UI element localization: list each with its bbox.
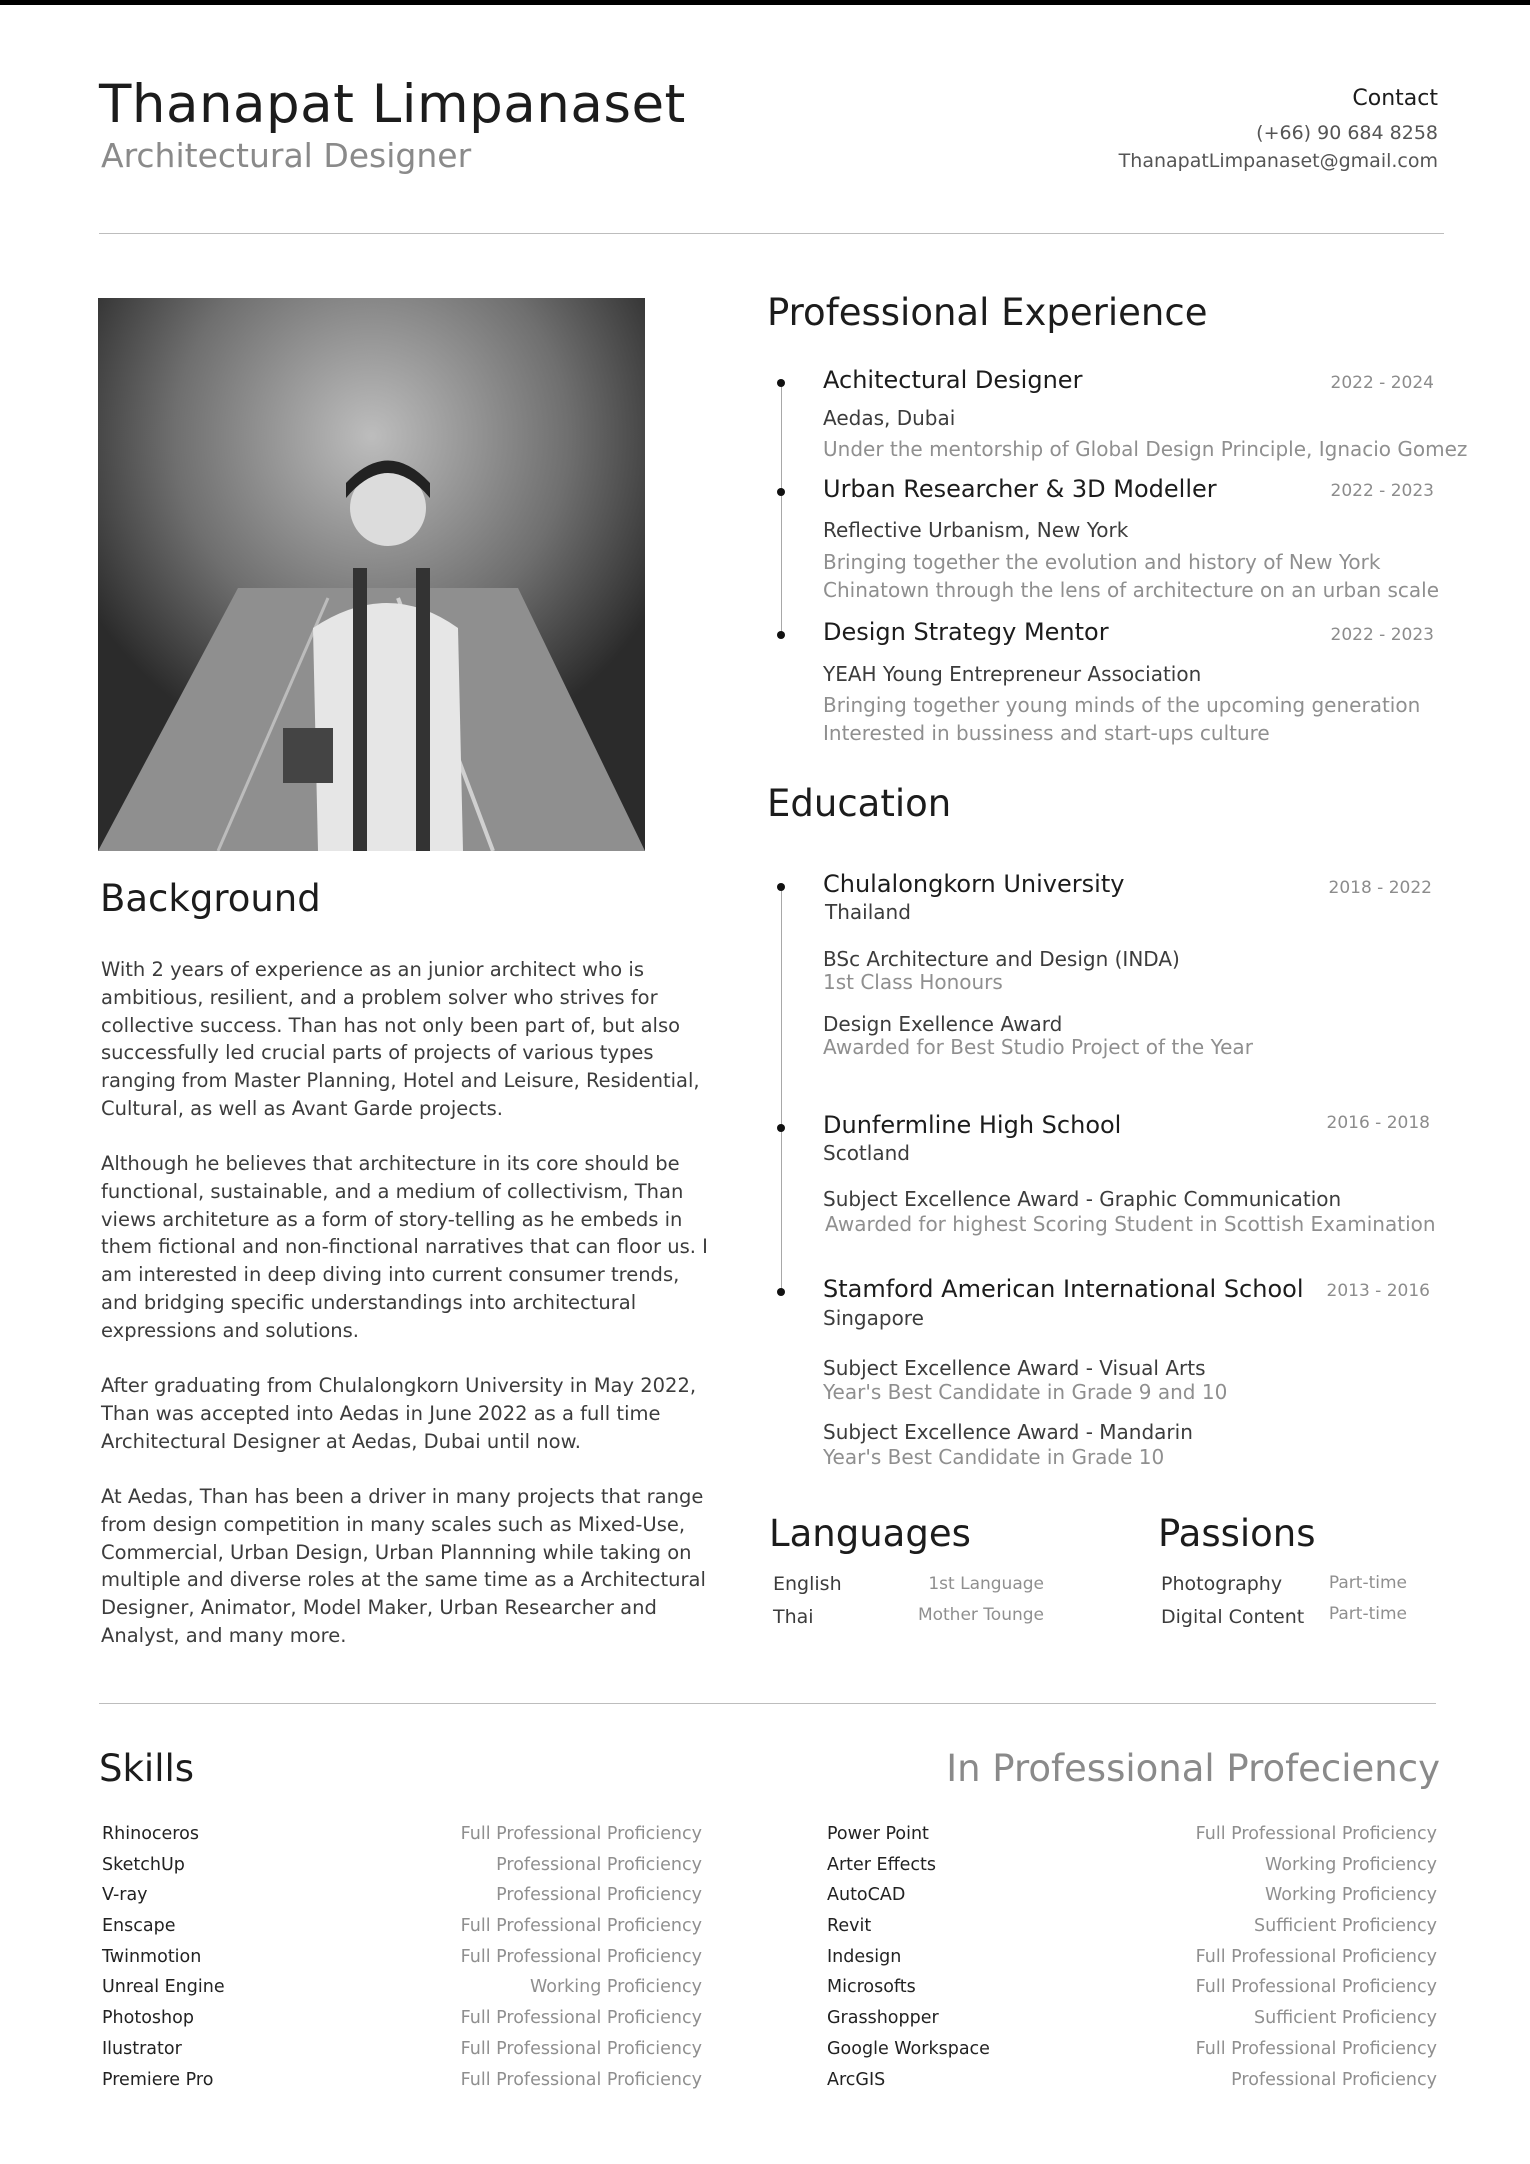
passions-title: Passions <box>1158 1512 1316 1555</box>
skill-name: Enscape <box>102 1916 176 1937</box>
passion-1-level: Part-time <box>1328 1573 1407 1593</box>
background-paragraph-4: At Aedas, Than has been a driver in many projects that range from design competition in many scales such as Mixed-Use, Commercial, Urban Design, Urban Plannning while taking on multiple and diverse roles at the same time as a Architectural Designer, Animator, Model Maker, Urban Researcher and Analyst, and many more. <box>101 1485 706 1647</box>
background-title: Background <box>100 877 321 920</box>
background-paragraph-3: After graduating from Chulalongkorn University in May 2022, Than was accepted into Aedas in June 2022 as a full time Architectural Designer at Aedas, Dubai until now. <box>101 1374 697 1453</box>
profile-photo-illustration <box>98 298 645 851</box>
skill-row <box>827 2070 1437 2101</box>
skill-row <box>827 1885 1437 1916</box>
skill-row <box>102 2070 702 2101</box>
experience-2-desc-1: Bringing together the evolution and history of New York <box>823 550 1381 574</box>
skill-row <box>827 1916 1437 1947</box>
experience-2-title: Urban Researcher & 3D Modeller <box>823 475 1217 503</box>
experience-1-years: 2022 - 2024 <box>1330 373 1434 393</box>
education-3-award-1-title: Subject Excellence Award - Visual Arts <box>823 1356 1206 1380</box>
education-2-years: 2016 - 2018 <box>1326 1113 1430 1133</box>
experience-1-desc-1: Under the mentorship of Global Design Principle, Ignacio Gomez <box>823 437 1468 461</box>
language-1-name: English <box>773 1573 842 1595</box>
skill-name: Grasshopper <box>827 2008 939 2029</box>
skill-name: Indesign <box>827 1946 902 1967</box>
experience-1-title: Achitectural Designer <box>823 366 1083 394</box>
contact-block <box>1119 86 1438 175</box>
education-2-location: Scotland <box>823 1141 910 1165</box>
background-paragraph-1: With 2 years of experience as an junior architect who is ambitious, resilient, and a problem solver who strives for collective success. Than has not only been part of, but also successfully led crucial parts of projects of various types ranging from Master Planning, Hotel and Leisure, Residential, Cultural, as well as Avant Garde projects. <box>101 958 700 1120</box>
experience-3-desc-1: Bringing together young minds of the upcoming generation <box>823 693 1421 717</box>
experience-timeline <box>781 383 782 633</box>
skill-row <box>827 2008 1437 2039</box>
education-1-location: Thailand <box>825 900 911 924</box>
experience-2-org: Reflective Urbanism, New York <box>823 518 1129 542</box>
experience-2-years: 2022 - 2023 <box>1330 481 1434 501</box>
skills-list-right <box>827 1824 1437 2100</box>
top-bar <box>0 0 1530 5</box>
skill-row <box>102 1824 702 1855</box>
education-1-award-1-title: BSc Architecture and Design (INDA) <box>823 947 1180 971</box>
education-1-award-2-desc: Awarded for Best Studio Project of the Year <box>823 1035 1253 1059</box>
education-timeline <box>781 887 782 1293</box>
languages-title: Languages <box>769 1512 971 1555</box>
skill-level: Sufficient Proficiency <box>1254 1916 1437 1937</box>
skill-name: SketchUp <box>102 1854 185 1875</box>
skill-name: ArcGIS <box>827 2069 886 2090</box>
passion-2-name: Digital Content <box>1161 1606 1305 1628</box>
passion-1-name: Photography <box>1161 1573 1283 1595</box>
skill-row <box>827 1824 1437 1855</box>
education-3-award-2-title: Subject Excellence Award - Mandarin <box>823 1420 1193 1444</box>
skill-row <box>102 1947 702 1978</box>
skill-row <box>102 1977 702 2008</box>
skill-name: AutoCAD <box>827 1885 906 1906</box>
education-1-years: 2018 - 2022 <box>1328 878 1432 898</box>
education-bullet <box>777 1124 785 1132</box>
skill-name: Twinmotion <box>102 1946 202 1967</box>
candidate-name: Thanapat Limpanaset <box>99 74 686 135</box>
skill-level: Professional Proficiency <box>496 1885 702 1906</box>
contact-label: Contact <box>1352 86 1438 111</box>
language-2-level: Mother Tounge <box>917 1605 1044 1625</box>
experience-bullet <box>777 488 785 496</box>
education-1-award-1-desc: 1st Class Honours <box>823 970 1003 994</box>
skill-level: Full Professional Proficiency <box>1195 2038 1437 2059</box>
skill-name: Premiere Pro <box>102 2069 214 2090</box>
education-1-award-2-title: Design Exellence Award <box>823 1012 1063 1036</box>
education-title: Education <box>767 782 952 825</box>
skill-level: Full Professional Proficiency <box>460 2008 702 2029</box>
education-3-award-2-desc: Year's Best Candidate in Grade 10 <box>823 1445 1165 1469</box>
skills-title: Skills <box>99 1747 195 1790</box>
skill-row <box>827 1855 1437 1886</box>
experience-1-org: Aedas, Dubai <box>823 406 956 430</box>
skills-subtitle: In Professional Profeciency <box>946 1747 1440 1790</box>
skill-level: Professional Proficiency <box>1231 2069 1437 2090</box>
profile-photo <box>98 298 645 851</box>
skill-level: Full Professional Proficiency <box>460 2069 702 2090</box>
skill-level: Working Proficiency <box>1264 1885 1437 1906</box>
experience-3-desc-2: Interested in bussiness and start-ups culture <box>823 721 1270 745</box>
skill-level: Full Professional Proficiency <box>1195 1977 1437 1998</box>
experience-3-years: 2022 - 2023 <box>1330 625 1434 645</box>
education-3-location: Singapore <box>823 1306 924 1330</box>
education-bullet <box>777 883 785 891</box>
skill-level: Full Professional Proficiency <box>460 1824 702 1844</box>
skill-level: Full Professional Proficiency <box>1195 1946 1437 1967</box>
skill-name: Photoshop <box>102 2008 194 2029</box>
contact-phone[interactable]: (+66) 90 684 8258 <box>1256 122 1438 144</box>
skill-name: Rhinoceros <box>102 1824 199 1844</box>
skill-level: Sufficient Proficiency <box>1254 2008 1437 2029</box>
skill-row <box>102 2039 702 2070</box>
language-1-level: 1st Language <box>928 1574 1044 1594</box>
skill-name: V-ray <box>102 1885 148 1906</box>
passion-2-level: Part-time <box>1328 1604 1407 1624</box>
language-2-name: Thai <box>773 1606 814 1628</box>
education-bullet <box>777 1288 785 1296</box>
skill-level: Working Proficiency <box>529 1977 702 1998</box>
skill-level: Full Professional Proficiency <box>460 1916 702 1937</box>
skill-row <box>827 1977 1437 2008</box>
skill-row <box>102 2008 702 2039</box>
education-2-school: Dunfermline High School <box>823 1111 1122 1139</box>
skill-level: Working Proficiency <box>1264 1854 1437 1875</box>
skill-name: Unreal Engine <box>102 1977 225 1998</box>
skill-name: Revit <box>827 1916 872 1937</box>
experience-3-title: Design Strategy Mentor <box>823 618 1109 646</box>
education-2-award-1-title: Subject Excellence Award - Graphic Communication <box>823 1187 1342 1211</box>
skills-list-left <box>102 1824 702 2100</box>
skill-row <box>827 1947 1437 1978</box>
skill-row <box>102 1885 702 1916</box>
education-3-years: 2013 - 2016 <box>1326 1281 1430 1301</box>
skill-name: Power Point <box>827 1824 929 1844</box>
experience-2-desc-2: Chinatown through the lens of architecture on an urban scale <box>823 578 1440 602</box>
header-divider <box>99 233 1444 234</box>
experience-3-org: YEAH Young Entrepreneur Association <box>823 662 1202 686</box>
candidate-role: Architectural Designer <box>101 136 472 175</box>
skill-row <box>827 2039 1437 2070</box>
contact-email[interactable]: ThanapatLimpanaset@gmail.com <box>1118 150 1438 172</box>
skill-level: Full Professional Proficiency <box>460 2038 702 2059</box>
skill-name: Microsofts <box>827 1977 916 1998</box>
skills-divider <box>99 1703 1436 1704</box>
skill-level: Full Professional Proficiency <box>460 1946 702 1967</box>
skill-row <box>102 1916 702 1947</box>
background-paragraph-2: Although he believes that architecture in its core should be functional, sustainable, and a medium of collectivism, Than views architeture as a form of story-telling as he embeds in them fictional and non-finctional narratives that can floor us. I am interested in deep diving into current consumer trends, and bridging specific understandings into architectural expressions and solutions. <box>101 1152 708 1342</box>
education-1-school: Chulalongkorn University <box>823 870 1125 898</box>
skill-level: Full Professional Proficiency <box>1195 1824 1437 1844</box>
experience-bullet <box>777 631 785 639</box>
skill-name: Google Workspace <box>827 2038 990 2059</box>
skill-name: Ilustrator <box>102 2038 182 2059</box>
skill-row <box>102 1855 702 1886</box>
skill-name: Arter Effects <box>827 1854 937 1875</box>
experience-title: Professional Experience <box>767 291 1208 334</box>
experience-bullet <box>777 379 785 387</box>
education-2-award-1-desc: Awarded for highest Scoring Student in Scottish Examination <box>825 1212 1436 1236</box>
education-3-award-1-desc: Year's Best Candidate in Grade 9 and 10 <box>823 1380 1228 1404</box>
skill-level: Professional Proficiency <box>496 1854 702 1875</box>
education-3-school: Stamford American International School <box>823 1275 1304 1303</box>
